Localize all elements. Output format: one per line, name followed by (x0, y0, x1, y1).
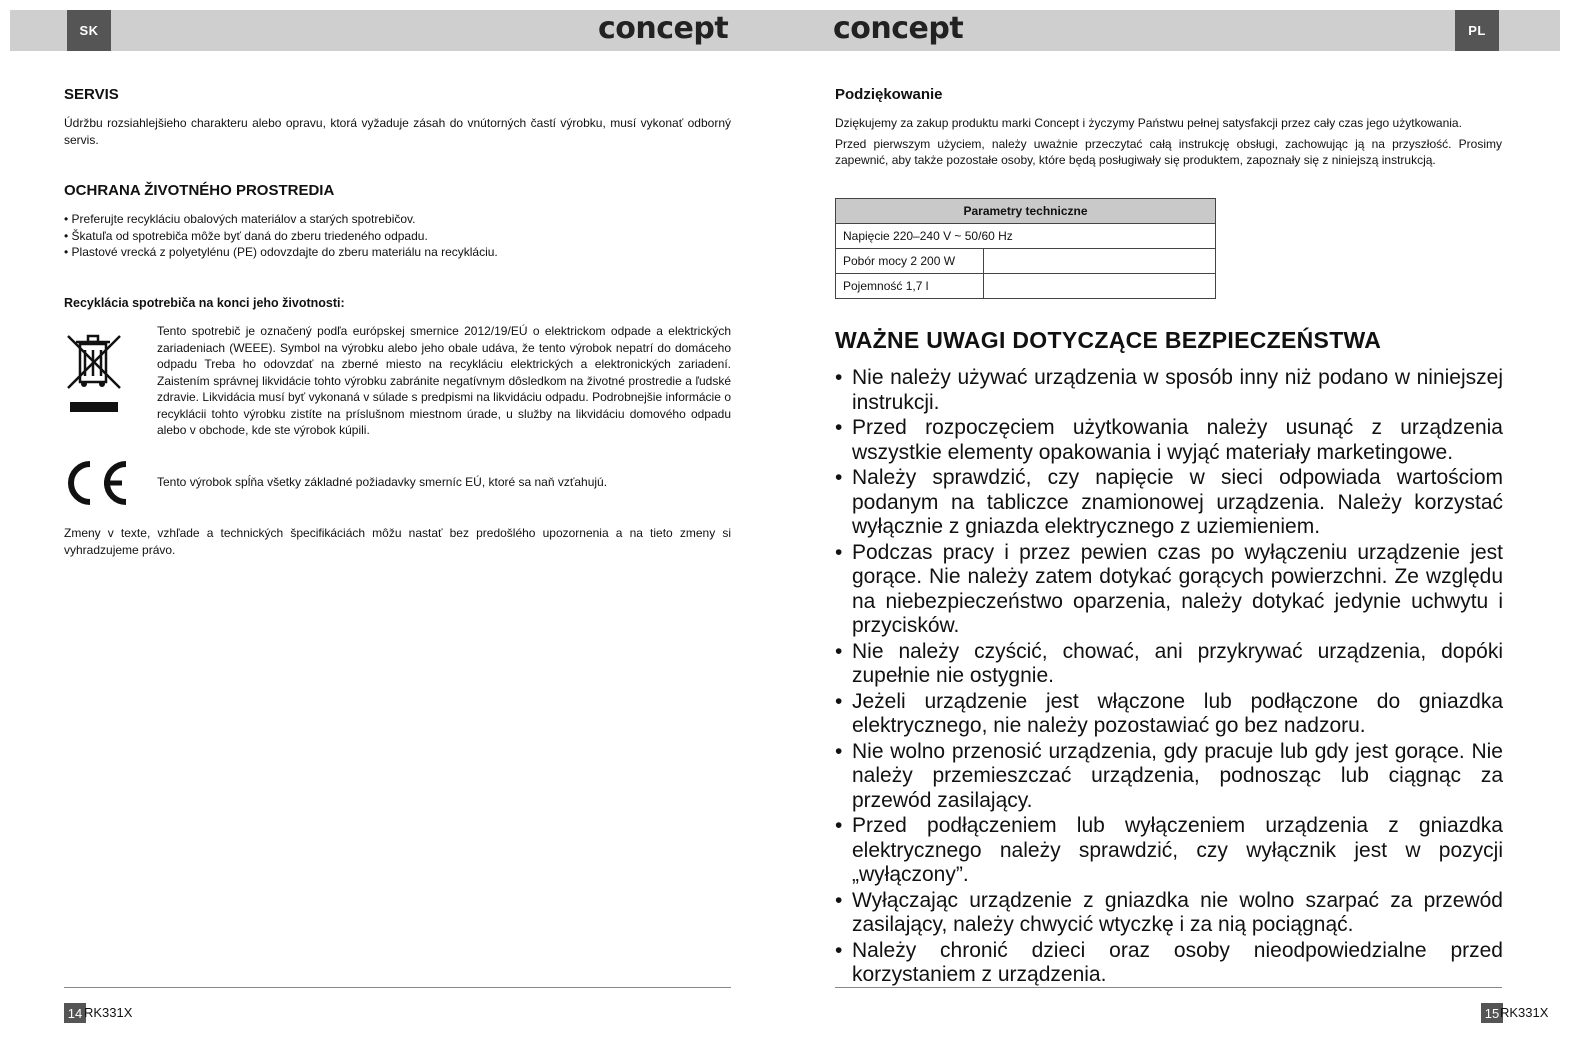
brand-logo-right: concept (833, 11, 964, 46)
list-item: • Nie należy używać urządzenia w sposób inny niż podano w niniejszej instrukcji. (835, 366, 1503, 415)
environment-heading: OCHRANA ŽIVOTNÉHO PROSTREDIA (64, 182, 335, 199)
parameters-table (835, 198, 1216, 299)
list-item: • Jeżeli urządzenie jest włączone lub podłączone do gniazdka elektrycznego, nie należy pozostawiać go bez nadzoru. (835, 690, 1503, 739)
table-cell-empty (984, 249, 1216, 274)
page-number-left: 14 (64, 1003, 86, 1023)
weee-text: Tento spotrebič je označený podľa európskej smernice 2012/19/EÚ o elektrickom odpade a elektrických zariadeniach (WEEE). Symbol na výrobku alebo jeho obale udáva, že tento výrobok nepatrí do domáceho odpadu Treba ho odovzdať na zberné miesto na recykláciu elektrických a elektronických zariadení. Zaistením správnej likvidácie tohto výrobku zabránite negatívnym dôsledkom na životné prostredie a ľudské zdravie. Likvidácia musí byť vykonaná v súlade s predpismi na likvidáciu odpadu. Podrobnejšie informácie o recyklácii tohto výrobku zistíte na príslušnom miestnom úrade, u služby na likvidáciu domového odpadu alebo v obchode, kde ste výrobok kúpili. (157, 324, 731, 437)
safety-list (835, 366, 1503, 989)
page-number-right: 15 (1481, 1003, 1503, 1023)
list-item: • Należy chronić dzieci oraz osoby nieodpowiedzialne przed korzystaniem z urządzenia. (835, 939, 1503, 988)
recycling-title: Recyklácia spotrebiča na konci jeho životnosti: (64, 296, 345, 310)
table-row (836, 274, 1216, 299)
list-item: • Wyłączając urządzenie z gniazdka nie wolno szarpać za przewód zasilający, należy chwycić wtyczkę i za nią pociągnąć. (835, 889, 1503, 938)
changes-notice: Zmeny v texte, vzhľade a technických špecifikáciách môžu nastať bez predošlého upozornenia a na tieto zmeny si vyhradzujeme právo. (64, 526, 731, 557)
table-row (836, 249, 1216, 274)
servis-section (64, 86, 731, 148)
table-cell-empty (984, 274, 1216, 299)
list-item: • Podczas pracy i przez pewien czas po wyłączeniu urządzenie jest gorące. Nie należy zatem dotykać gorących powierzchni. Ze względu na niebezpieczeństwo oparzenia, należy dotykać jedynie uchwytu i przycisków. (835, 541, 1503, 639)
brand-logo-left: concept (598, 11, 729, 46)
language-tab-right: PL (1455, 10, 1499, 51)
table-cell: Pojemność 1,7 l (836, 274, 984, 299)
safety-heading: WAŻNE UWAGI DOTYCZĄCE BEZPIECZEŃSTWA (835, 327, 1382, 353)
footer-divider-left (64, 987, 731, 988)
servis-text: Údržbu rozsiahlejšieho charakteru alebo opravu, ktorá vyžaduje zásah do vnútorných častí výrobku, musí vykonať odborný servis. (64, 116, 731, 147)
list-item: • Preferujte recykláciu obalových materiálov a starých spotrebičov. (64, 211, 731, 228)
list-item: • Škatuľa od spotrebiča môže byť daná do zberu triedeného odpadu. (64, 228, 731, 245)
thanks-heading: Podziękowanie (835, 86, 943, 103)
table-row (836, 224, 1216, 249)
weee-bin-icon (64, 330, 124, 414)
list-item: • Przed podłączeniem lub wyłączeniem urządzenia z gniazdka elektrycznego należy sprawdzić, czy wyłącznik jest w pozycji „wyłączony”. (835, 814, 1503, 888)
thanks-text: Dziękujemy za zakup produktu marki Concept i życzymy Państwu pełnej satysfakcji przez cały czas jego użytkowania. (835, 116, 1462, 130)
model-number-left: RK331X (84, 1005, 133, 1020)
list-item: • Należy sprawdzić, czy napięcie w sieci odpowiada wartościom podanym na tabliczce znamionowej urządzenia. Należy korzystać wyłącznie z gniazda elektrycznego z uziemieniem. (835, 466, 1503, 540)
model-number-right: RK331X (1500, 1005, 1549, 1020)
parameters-table-header: Parametry techniczne (836, 199, 1216, 224)
environment-list (64, 211, 731, 261)
table-cell: Napięcie 220–240 V ~ 50/60 Hz (836, 224, 1216, 249)
footer-divider-right (835, 987, 1502, 988)
ce-text: Tento výrobok spĺňa všetky základné požiadavky smerníc EÚ, ktoré sa naň vzťahujú. (157, 475, 608, 489)
list-item: • Nie wolno przenosić urządzenia, gdy pracuje lub gdy jest gorące. Nie należy przemieszczać urządzenia, podnosząc lub ciągnąc za przewód zasilający. (835, 740, 1503, 814)
thanks-section (835, 86, 1502, 169)
environment-section (64, 182, 731, 261)
servis-heading: SERVIS (64, 86, 119, 103)
instructions-text: Przed pierwszym użyciem, należy uważnie przeczytać całą instrukcję obsługi, zachowując ją na przyszłość. Prosimy zapewnić, aby także pozostałe osoby, które będą posługiwały się produktem, zapoznały się z niniejszą instrukcją. (835, 136, 1502, 167)
header-bar (10, 10, 1560, 51)
list-item: • Nie należy czyścić, chować, ani przykrywać urządzenia, dopóki zupełnie nie ostygnie. (835, 640, 1503, 689)
list-item: • Plastové vrecká z polyetylénu (PE) odovzdajte do zberu materiálu na recykláciu. (64, 244, 731, 261)
language-tab-left: SK (67, 10, 111, 51)
ce-mark-icon (62, 458, 132, 508)
table-cell: Pobór mocy 2 200 W (836, 249, 984, 274)
list-item: • Przed rozpoczęciem użytkowania należy usunąć z urządzenia wszystkie elementy opakowania i wyjąć materiały marketingowe. (835, 416, 1503, 465)
